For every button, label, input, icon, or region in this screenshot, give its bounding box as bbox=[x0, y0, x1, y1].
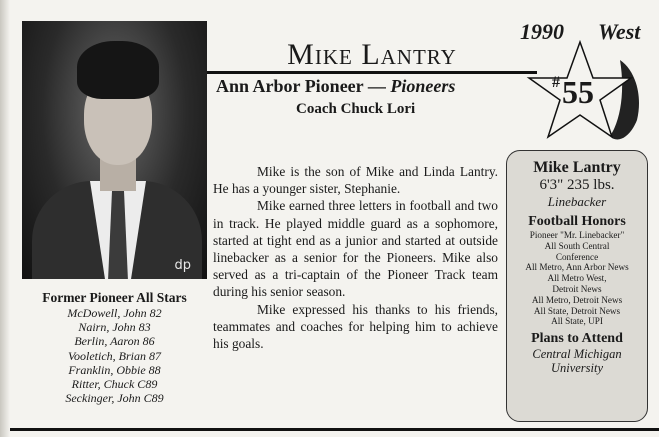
plans-item: University bbox=[550, 361, 604, 376]
all-stars-list bbox=[22, 290, 207, 405]
player-info-box bbox=[506, 150, 648, 422]
all-star-item: Vooletich, Brian 87 bbox=[68, 348, 161, 363]
honor-item: All South Central bbox=[544, 240, 610, 251]
bio-paragraph: Mike earned three letters in football and two in track. He played middle guard as a sophomore, started at tight end as a junior and started at outside linebacker as a senior for the Pioneers. Mike also served as a tri-captain of the Pioneer Track team during his senior season. bbox=[213, 198, 498, 300]
player-name: Mike Lantry bbox=[287, 38, 457, 71]
info-name: Mike Lantry bbox=[533, 159, 621, 176]
honor-item: All Metro West, bbox=[547, 273, 607, 284]
bio-paragraph: Mike is the son of Mike and Linda Lantry. He has a younger sister, Stephanie. bbox=[213, 164, 498, 197]
bottom-rule bbox=[10, 428, 659, 431]
number-hash: # bbox=[552, 74, 560, 91]
all-star-item: Nairn, John 83 bbox=[78, 320, 151, 335]
all-star-item: Ritter, Chuck C89 bbox=[71, 377, 158, 392]
info-position: Linebacker bbox=[547, 194, 607, 209]
region-label: West bbox=[598, 19, 641, 44]
plans-item: Central Michigan bbox=[532, 347, 622, 362]
honor-item: All Metro, Ann Arbor News bbox=[525, 262, 629, 273]
all-star-item: Seckinger, John C89 bbox=[65, 391, 164, 406]
all-star-item: Berlin, Aaron 86 bbox=[74, 334, 155, 349]
year-label: 1990 bbox=[520, 19, 564, 44]
coach-name: Coach Chuck Lori bbox=[296, 101, 416, 117]
photo-credit: dp bbox=[174, 258, 191, 273]
bio-paragraph: Mike expressed his thanks to his friends, teammates and coaches for helping him to achieve his goals. bbox=[213, 301, 498, 352]
honors-heading: Football Honors bbox=[528, 214, 626, 229]
honor-item: Detroit News bbox=[552, 283, 602, 294]
school-dash: — bbox=[367, 76, 386, 96]
title-rule bbox=[207, 71, 537, 74]
all-star-item: Franklin, Obbie 88 bbox=[68, 362, 161, 377]
all-stars-heading: Former Pioneer All Stars bbox=[42, 290, 187, 305]
honor-item: Conference bbox=[555, 251, 599, 262]
player-photo bbox=[22, 21, 207, 279]
bio-text bbox=[213, 163, 498, 352]
plans-heading: Plans to Attend bbox=[531, 331, 623, 347]
honor-item: All State, UPI bbox=[551, 316, 603, 327]
binding-shadow bbox=[0, 0, 10, 437]
school-name: Ann Arbor Pioneer bbox=[216, 76, 364, 96]
honor-item: Pioneer "Mr. Linebacker" bbox=[529, 230, 625, 240]
school-line bbox=[216, 76, 455, 97]
honor-item: All Metro, Detroit News bbox=[531, 294, 623, 305]
number-value: 55 bbox=[562, 74, 594, 110]
school-mascot: Pioneers bbox=[390, 76, 456, 96]
state-silhouette bbox=[610, 60, 639, 139]
info-size: 6'3" 235 lbs. bbox=[539, 177, 615, 193]
jersey-number bbox=[552, 74, 594, 111]
honor-item: All State, Detroit News bbox=[533, 305, 621, 316]
photo-hair bbox=[77, 41, 159, 99]
all-star-item: McDowell, John 82 bbox=[67, 306, 162, 320]
